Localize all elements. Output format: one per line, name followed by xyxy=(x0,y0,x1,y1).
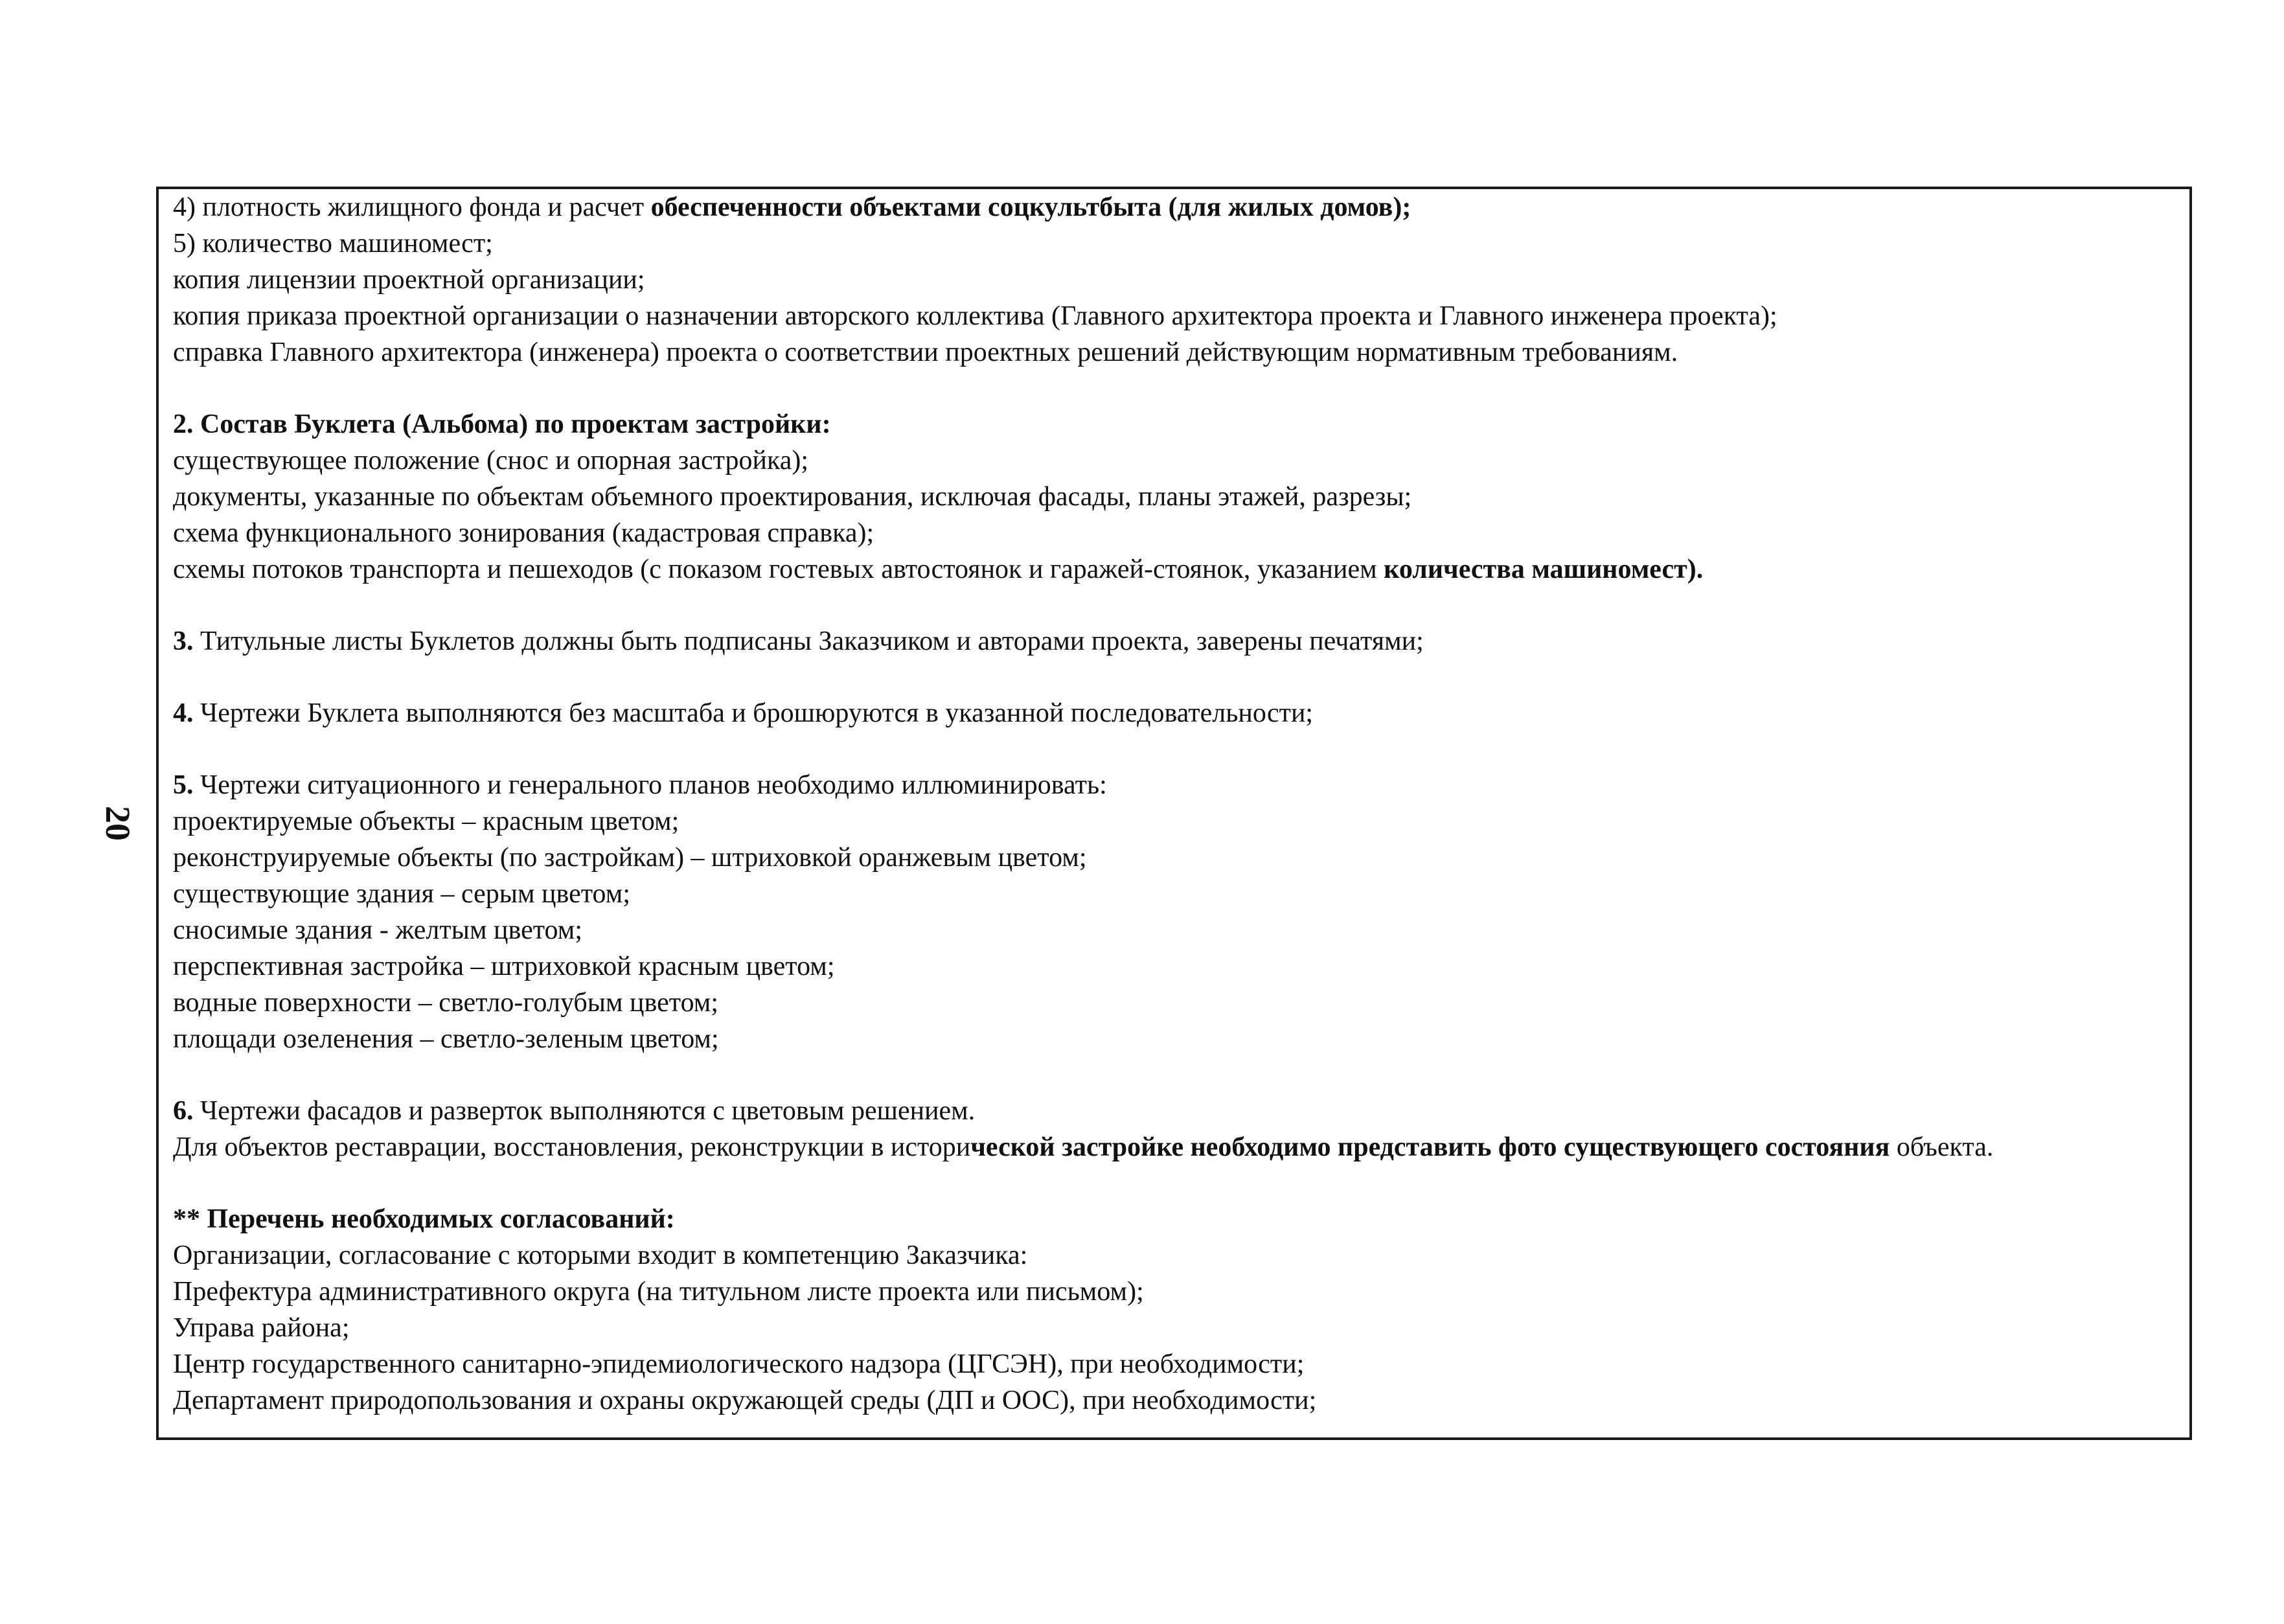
section2-item: схема функционального зонирования (кадастровая справка); xyxy=(173,518,874,548)
section4-line xyxy=(173,695,2179,731)
approvals-item: Префектура административного округа (на титульном листе проекта или письмом); xyxy=(173,1277,1144,1307)
approvals-item: Центр государственного санитарно-эпидемиологического надзора (ЦГСЭН), при необходимости; xyxy=(173,1349,1305,1379)
section5-item: существующие здания – серым цветом; xyxy=(173,879,631,909)
section5-line xyxy=(173,767,2179,803)
section6-text: Чертежи фасадов и разверток выполняются с цветовым решением. xyxy=(193,1096,976,1126)
section5-item: сносимые здания - желтым цветом; xyxy=(173,915,582,945)
section1-line-density xyxy=(173,189,2179,225)
spacer xyxy=(173,1165,2179,1201)
section6-line xyxy=(173,1093,2179,1129)
section5-item: реконструируемые объекты (по застройкам) – штриховкой оранжевым цветом; xyxy=(173,843,1087,873)
section4-text: Чертежи Буклета выполняются без масштаба и брошюруются в указанной последовательности; xyxy=(193,698,1314,728)
document-frame xyxy=(156,187,2192,1440)
section3-line xyxy=(173,623,2179,659)
section4-number: 4. xyxy=(173,698,194,728)
section3-number: 3. xyxy=(173,626,194,656)
section1-line-order: копия приказа проектной организации о назначении авторского коллектива (Главного архитектора проекта и Главного инженера проекта); xyxy=(173,301,1777,331)
approvals-item: Департамент природопользования и охраны окружающей среды (ДП и ООС), при необходимости; xyxy=(173,1386,1317,1415)
section5-item: проектируемые объекты – красным цветом; xyxy=(173,806,679,836)
section6-paragraph-text: Для объектов реставрации, восстановления, реконструкции в истори xyxy=(173,1132,971,1162)
spacer xyxy=(173,659,2179,695)
section6-paragraph-bold: ческой застройке необходимо представить фото существующего состояния xyxy=(970,1132,1890,1162)
section2-last-text: схемы потоков транспорта и пешеходов (с показом гостевых автостоянок и гаражей-стоянок, указанием xyxy=(173,555,1384,584)
section3-text: Титульные листы Буклетов должны быть подписаны Заказчиком и авторами проекта, заверены печатями; xyxy=(193,626,1424,656)
section6-paragraph-end: объекта. xyxy=(1890,1132,1994,1162)
section5-item: перспективная застройка – штриховкой красным цветом; xyxy=(173,952,835,981)
approvals-heading: ** Перечень необходимых согласований: xyxy=(173,1204,675,1234)
section6-paragraph xyxy=(173,1129,2179,1165)
section5-text: Чертежи ситуационного и генерального планов необходимо иллюминировать: xyxy=(193,770,1107,800)
density-text: 4) плотность жилищного фонда и расчет xyxy=(173,192,651,222)
density-text-bold: обеспеченности объектами соцкультбыта (для жилых домов); xyxy=(650,192,1411,222)
section6-number: 6. xyxy=(173,1096,194,1126)
section2-item: существующее положение (снос и опорная застройка); xyxy=(173,446,809,475)
approvals-item: Управа района; xyxy=(173,1313,350,1343)
section1-line-certificate: справка Главного архитектора (инженера) проекта о соответствии проектных решений действующим нормативным требованиям. xyxy=(173,337,1678,367)
section2-item-last xyxy=(173,551,2179,588)
section1-line-license: копия лицензии проектной организации; xyxy=(173,265,645,295)
section2-item: документы, указанные по объектам объемного проектирования, исключая фасады, планы этажей, разрезы; xyxy=(173,482,1412,512)
section2-heading: 2. Состав Буклета (Альбома) по проектам застройки: xyxy=(173,409,831,439)
spacer xyxy=(173,588,2179,623)
approvals-item: Организации, согласование с которыми входит в компетенцию Заказчика: xyxy=(173,1241,1028,1270)
page-number: 20 xyxy=(98,806,137,841)
spacer xyxy=(173,371,2179,406)
section2-last-text-bold: количества машиномест). xyxy=(1384,555,1704,584)
spacer xyxy=(173,731,2179,767)
section1-line-parking: 5) количество машиномест; xyxy=(173,229,493,258)
section5-number: 5. xyxy=(173,770,194,800)
spacer xyxy=(173,1057,2179,1093)
section5-item: площади озеленения – светло-зеленым цветом; xyxy=(173,1024,719,1054)
section5-item: водные поверхности – светло-голубым цветом; xyxy=(173,988,719,1018)
